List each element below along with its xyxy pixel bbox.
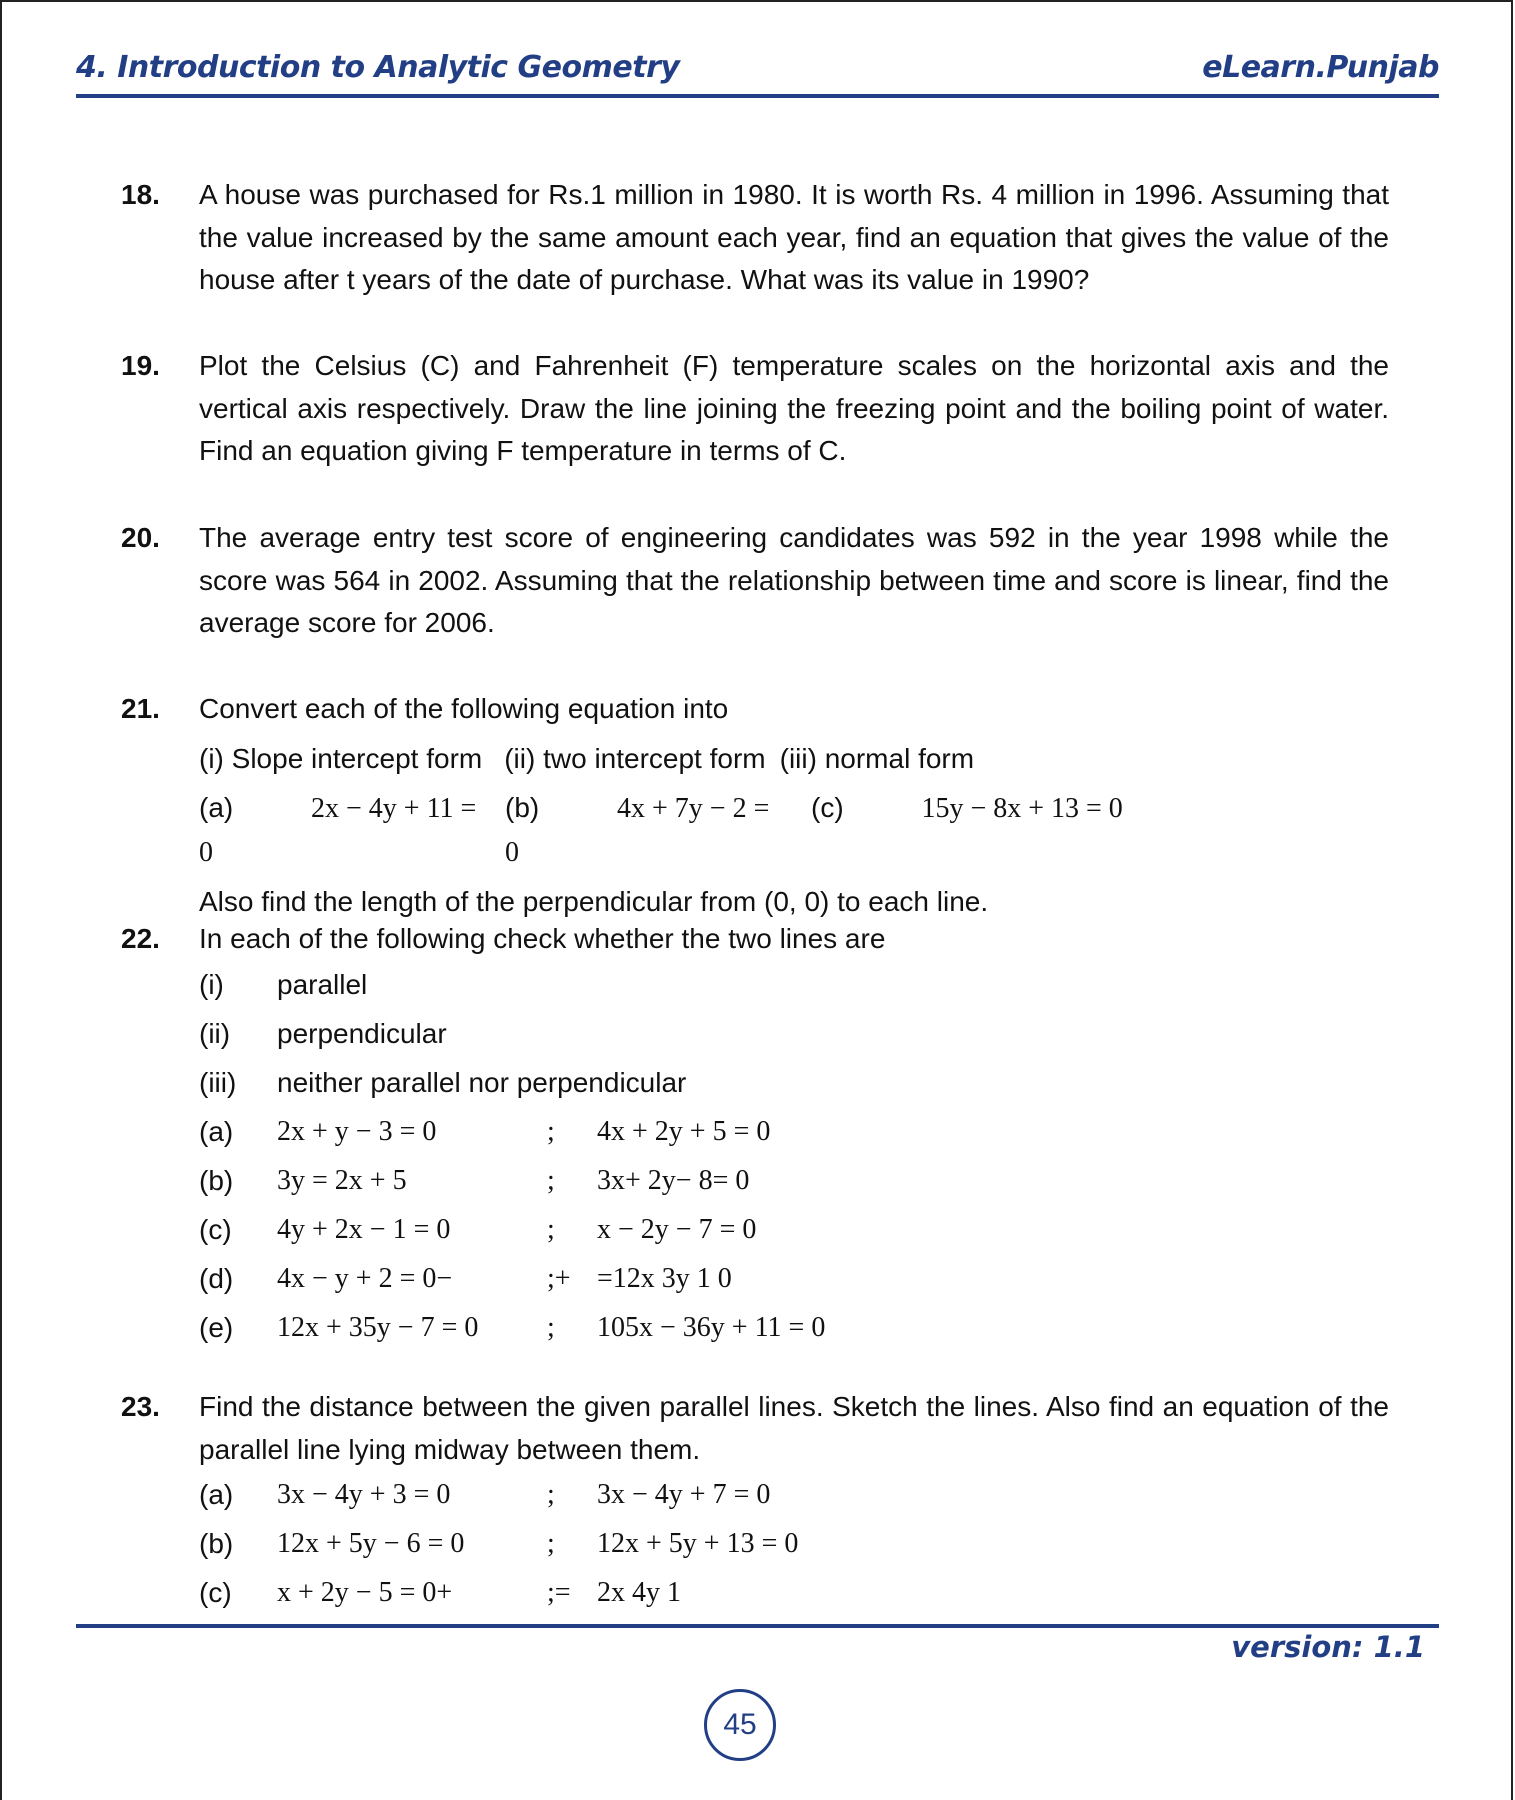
option-item: (i) parallel — [199, 968, 368, 1000]
equations-list — [199, 787, 1389, 874]
question-number: 19. — [121, 350, 160, 381]
question-text: A house was purchased for Rs.1 million in 1980. It is worth Rs. 4 million in 1996. Assuming that the value increased by the same amount each year, find an equation that gives the value of the house after t years of the date of purchase. What was its value in 1990? — [199, 179, 1389, 295]
question-intro: Find the distance between the given parallel lines. Sketch the lines. Also find an equation of the parallel line lying midway between them. — [199, 1391, 1389, 1465]
brand-name: eLearn.Punjab — [1202, 50, 1439, 85]
question-23 — [121, 1386, 1389, 1618]
form-item: (ii) two intercept form — [504, 742, 766, 774]
question-number: 22. — [121, 923, 160, 954]
question-intro: In each of the following check whether the two lines are — [199, 923, 886, 954]
question-18 — [121, 174, 1389, 302]
question-20 — [121, 517, 1389, 645]
forms-list — [199, 738, 1389, 781]
options-list — [199, 961, 1389, 1108]
line-pairs-list — [199, 1108, 1389, 1353]
question-number: 20. — [121, 522, 160, 553]
form-item: (iii) normal form — [779, 742, 975, 774]
header-divider — [76, 94, 1439, 98]
equation-item: (a) 2x − 4y + 11 = 0 — [199, 792, 477, 868]
line-pair: (e) 12x + 35y − 7 = 0 ; 105x − 36y + 11 = 0 — [199, 1311, 826, 1343]
line-pair: (b) 3y = 2x + 5 ; 3x+ 2y− 8= 0 — [199, 1164, 750, 1196]
line-pair: (a) 2x + y − 3 = 0 ; 4x + 2y + 5 = 0 — [199, 1115, 771, 1147]
line-pair: (d) 4x − y + 2 = 0− ;+ =12x 3y 1 0 — [199, 1262, 732, 1294]
question-text: Plot the Celsius (C) and Fahrenheit (F) temperature scales on the horizontal axis and the vertical axis respectively. Draw the line joining the freezing point and the boiling point of water. Find an equation giving F temperature in terms of C. — [199, 350, 1389, 466]
question-number: 23. — [121, 1391, 160, 1422]
question-21 — [121, 688, 1389, 924]
equation-item: (c) 15y − 8x + 13 = 0 — [811, 792, 1123, 824]
line-pair: (c) x + 2y − 5 = 0+ ;= 2x 4y 1 — [199, 1577, 681, 1609]
option-item: (ii) perpendicular — [199, 1017, 447, 1049]
form-item: (i) Slope intercept form — [199, 742, 483, 774]
option-item: (iii) neither parallel nor perpendicular — [199, 1066, 687, 1098]
chapter-title: 4. Introduction to Analytic Geometry — [76, 50, 680, 85]
line-pairs-list — [199, 1471, 1389, 1618]
question-19 — [121, 345, 1389, 473]
question-outro: Also find the length of the perpendicular from (0, 0) to each line. — [199, 886, 989, 917]
line-pair: (b) 12x + 5y − 6 = 0 ; 12x + 5y + 13 = 0 — [199, 1528, 799, 1560]
question-number: 18. — [121, 179, 160, 210]
question-22 — [121, 918, 1389, 1353]
equation-item: (b) 4x + 7y − 2 = 0 — [505, 792, 770, 868]
page-number-badge: 45 — [704, 1689, 776, 1761]
footer-divider — [76, 1624, 1439, 1628]
question-text: The average entry test score of engineering candidates was 592 in the year 1998 while the score was 564 in 2002. Assuming that the relationship between time and score is linear, find the average score for 2006. — [199, 522, 1389, 638]
question-number: 21. — [121, 693, 160, 724]
question-intro: Convert each of the following equation into — [199, 693, 729, 724]
line-pair: (a) 3x − 4y + 3 = 0 ; 3x − 4y + 7 = 0 — [199, 1479, 771, 1511]
version-label: version: 1.1 — [1231, 1630, 1425, 1664]
line-pair: (c) 4y + 2x − 1 = 0 ; x − 2y − 7 = 0 — [199, 1213, 757, 1245]
